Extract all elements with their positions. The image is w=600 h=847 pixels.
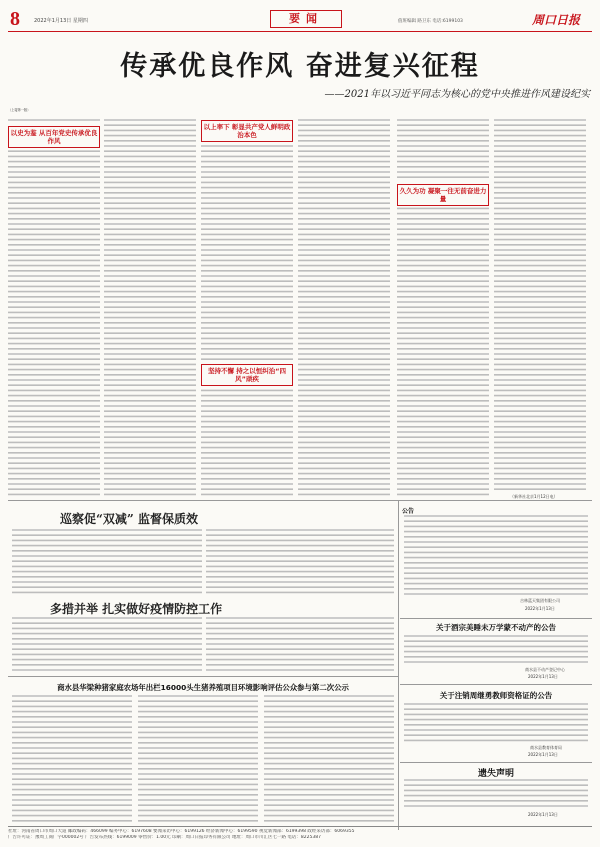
page-header [8,8,592,32]
section-label: 要闻 [270,10,342,28]
ad-title-3: 关于注销周继勇教师资格证的公告 [439,691,553,700]
article-label: （上接第一版） [8,108,31,112]
article-subtitle-3: 坚持不懈 持之以恒纠治“四风”顽疾 [207,367,287,383]
footer-line-1: 社址：河南省周口市周口大道 邮政编码：466099 编务中心：6197608 要闻采访中心：6199126 经济新闻中心：6199590 视觉新闻部：6199398 政经采访部：6069355 [8,829,355,834]
block-title-2: 多措并举 扎实做好疫情防控工作 [50,602,223,616]
divider-ad-2 [400,684,592,685]
divider-ad-1 [400,618,592,619]
ad-org-3: 商水县教育体育局 [530,745,562,750]
divider-main-bottom [8,500,592,501]
ad-title-2: 关于酒宗美睡未万学蒙不动产的公告 [436,623,556,632]
article-column-1 [8,108,100,488]
article-subtitle-2: 以上率下 彰显共产党人鲜明政治本色 [203,123,291,139]
ad-org-2: 商水县不动产登记中心 [525,667,565,672]
divider-notice-top [8,676,398,677]
header-date: 2022年1月13日 星期四 [34,18,88,24]
ad-company-1: 吉林蓝天集团有限公司 [520,598,560,603]
editor-line: 值班编辑 路卫东 电话:6199103 [398,19,463,24]
article-subtitle-4: 久久为功 凝聚一往无前奋进力量 [399,187,487,203]
block-title-1: 巡察促“双减” 监督保质效 [60,512,198,526]
ad-title-4: 遗失声明 [477,769,514,779]
article-subtitle-1: 以史为鉴 从百年党史传承优良作风 [10,129,98,145]
ad-date-2: 2022年1月13日 [528,674,558,679]
divider-lower-vertical [398,500,399,830]
footer-line-2: 广告许可证：豫周工商广字000002号 广告发布热线：6199009 零售价：1.00元 印刷：周口日报印务有限公司 地址：周口市川汇区七一路 电话：8225387 [8,835,321,840]
subheadline: ——2021年以习近平同志为核心的党中央推进作风建设纪实 [324,89,590,100]
headline: 传承优良作风 奋进复兴征程 [120,51,480,82]
notice-title: 商水县华梁种猪家庭农场年出栏16000头生猪养殖项目环境影响评估公众参与第二次公示 [57,683,349,692]
article-source: （新华社北京1月12日电） [510,494,558,499]
ad-date-3: 2022年1月13日 [528,752,558,757]
ad-title-1: 公告 [402,508,415,515]
divider-ad-3 [400,762,592,763]
page-number: 8 [10,8,20,30]
ad-date-4: 2022年1月13日 [528,812,558,817]
newspaper-logo: 周口日报 [532,13,581,27]
page-footer [8,826,592,841]
ad-date-1: 2022年1月13日 [525,606,555,611]
